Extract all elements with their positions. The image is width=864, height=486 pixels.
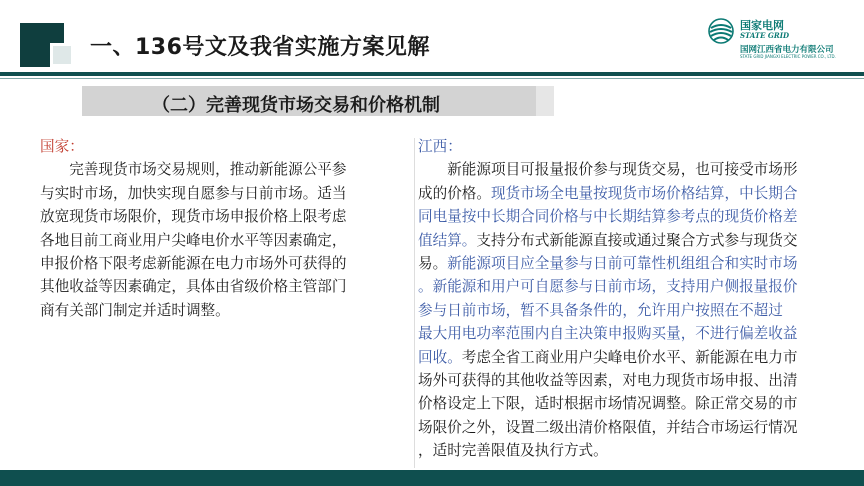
header-divider: [0, 72, 864, 76]
jiangxi-text-line: 新能源项目可报量报价参与现货交易，也可接受市场形: [418, 161, 798, 179]
jiangxi-label: 江西：: [418, 138, 462, 155]
footer-bar: [0, 470, 864, 486]
logo-text-en: STATE GRID: [740, 31, 790, 40]
logo-company-name: 国网江西省电力有限公司: [740, 45, 834, 55]
header-divider-thin: [0, 78, 864, 79]
logo-text-cn: 国家电网: [740, 19, 784, 32]
jiangxi-text: 支持分布式新能源直接或通过聚合方式参与现货交: [476, 231, 798, 249]
national-text-line: 与实时市场，加快实现自愿参与日前市场。适当: [40, 184, 347, 202]
section-subtitle: （二）完善现货市场交易和价格机制: [152, 95, 440, 116]
jiangxi-highlight-line: 。新能源和用户可自愿参与日前市场，支持用户侧报量报价: [418, 278, 798, 296]
state-grid-logo: [708, 16, 858, 60]
jiangxi-highlight-text: 现货市场全电量按现货市场价格结算，中长期合: [490, 184, 798, 202]
jiangxi-highlight-line: 最大用电功率范围内自主决策申报购买量，不进行偏差收益: [418, 325, 798, 343]
logo-company-name-en: STATE GRID JIANGXI ELECTRIC POWER CO., LTD.: [740, 54, 836, 59]
jiangxi-highlight-text: 新能源项目应全量参与日前可靠性机组组合和实时市场: [447, 255, 798, 273]
jiangxi-highlight-text: 回收。: [418, 348, 462, 366]
national-text-line: 各地目前工商业用户尖峰电价水平等因素确定，: [40, 231, 347, 249]
national-text-line: 完善现货市场交易规则，推动新能源公平参: [40, 161, 347, 179]
jiangxi-text-line: ，适时完善限值及执行方式。: [418, 442, 608, 460]
jiangxi-text-line: [418, 346, 854, 369]
jiangxi-highlight-line: 同电量按中长期合同价格与中长期结算参考点的现货价格差: [418, 208, 798, 226]
jiangxi-highlight-text: 值结算。: [418, 231, 477, 249]
jiangxi-text-line: [418, 252, 854, 275]
national-text-line: 放宽现货市场限价，现货市场申报价格上限考虑: [40, 208, 347, 226]
jiangxi-text: 易。: [418, 255, 448, 273]
national-policy-panel: [40, 135, 410, 322]
jiangxi-text-line: 价格设定上下限，适时根据市场情况调整。除正常交易的市: [418, 395, 798, 413]
header-deco-square-light: [50, 43, 74, 67]
jiangxi-policy-panel: [418, 135, 854, 463]
jiangxi-text-line: [418, 182, 854, 205]
jiangxi-highlight-line: 参与日前市场，暂不具备条件的，允许用户按照在不超过: [418, 301, 783, 319]
jiangxi-text-line: 场外可获得的其他收益等因素，对电力现货市场申报、出清: [418, 372, 798, 390]
column-divider: [414, 138, 415, 468]
jiangxi-text-line: 场限价之外，设置二级出清价格限值，并结合市场运行情况: [418, 418, 798, 436]
national-text-line: 其他收益等因素确定，具体由省级价格主管部门: [40, 278, 347, 296]
state-grid-globe-icon: [708, 18, 734, 44]
page-title: 一、136号文及我省实施方案见解: [90, 35, 430, 60]
national-label: 国家：: [40, 138, 84, 155]
national-text-line: 申报价格下限考虑新能源在电力市场外可获得的: [40, 255, 347, 273]
national-text-line: 商有关部门制定并适时调整。: [40, 301, 230, 319]
jiangxi-text: 成的价格。: [418, 184, 491, 202]
jiangxi-text-line: [418, 229, 854, 252]
jiangxi-text: 考虑全省工商业用户尖峰电价水平、新能源在电力市: [461, 348, 798, 366]
